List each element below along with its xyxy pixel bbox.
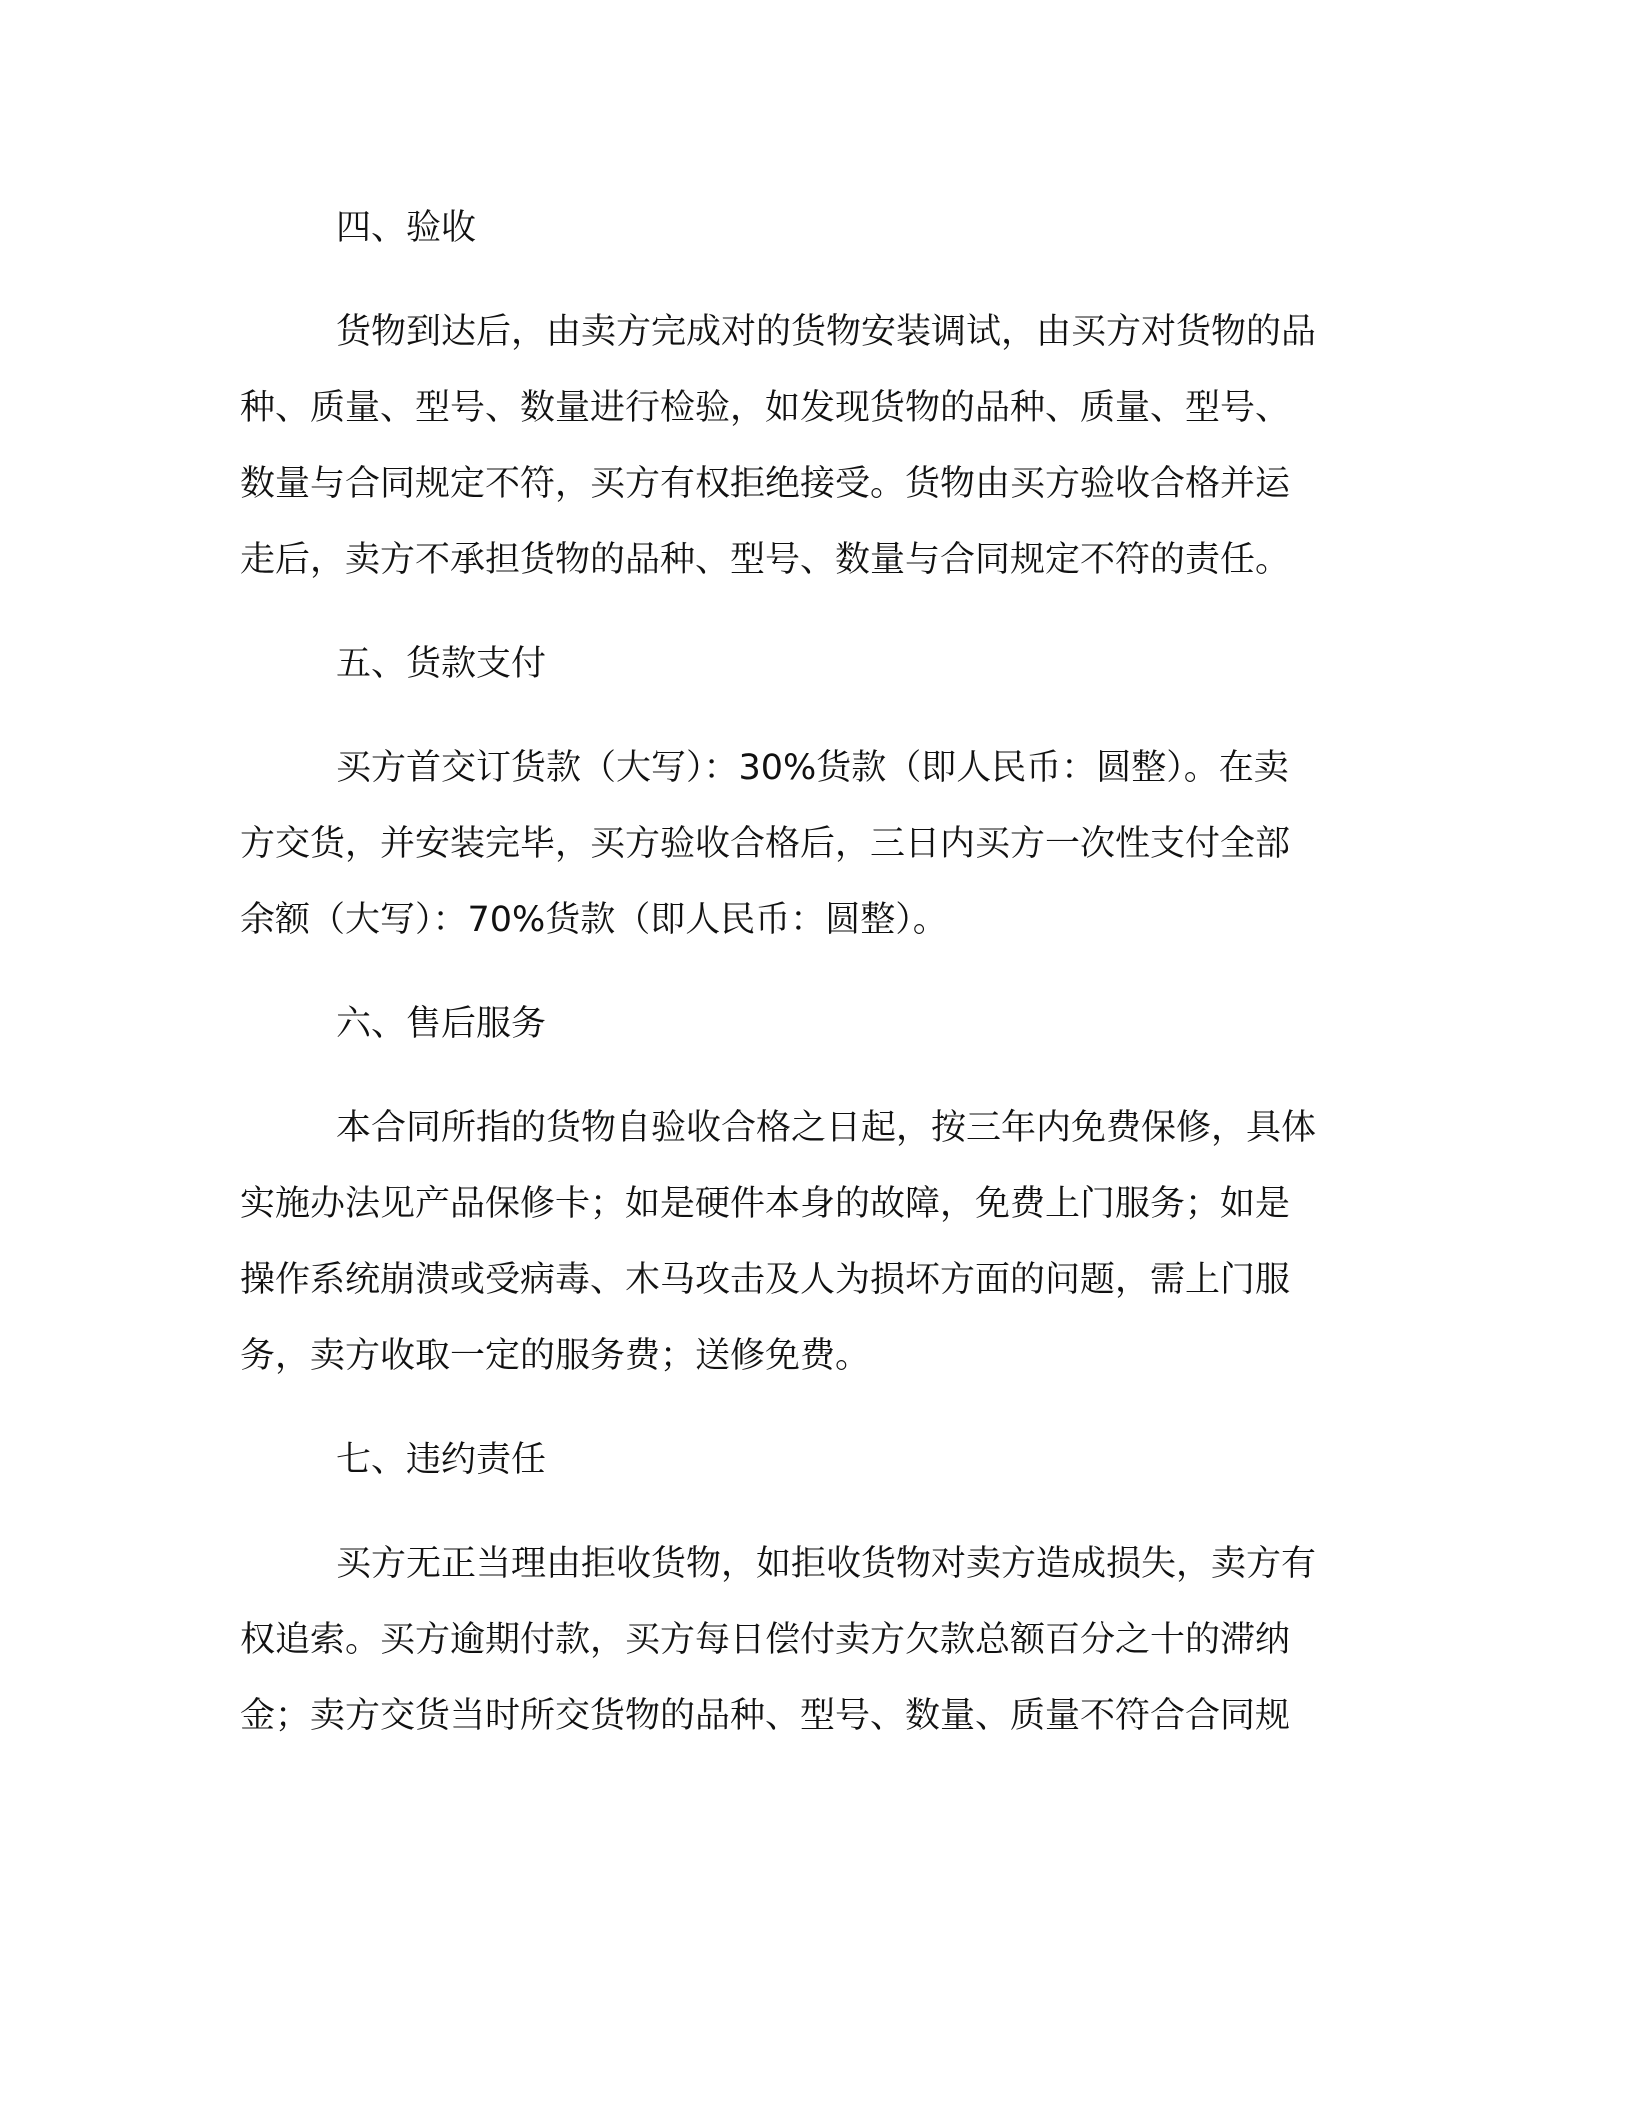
paragraph-line: 金；卖方交货当时所交货物的品种、型号、数量、质量不符合合同规	[240, 1696, 1291, 1736]
paragraph-line: 务，卖方收取一定的服务费；送修免费。	[240, 1336, 871, 1376]
paragraph-line: 货物到达后，由卖方完成对的货物安装调试，由买方对货物的品	[336, 312, 1317, 352]
document-body	[240, 190, 1390, 1754]
paragraph-line: 实施办法见产品保修卡；如是硬件本身的故障，免费上门服务；如是	[240, 1184, 1291, 1224]
paragraph-line: 数量与合同规定不符，买方有权拒绝接受。货物由买方验收合格并运	[240, 464, 1291, 504]
paragraph-line: 本合同所指的货物自验收合格之日起，按三年内免费保修，具体	[336, 1108, 1317, 1148]
section-paragraph-liability	[240, 1526, 1390, 1754]
paragraph-line: 走后，卖方不承担货物的品种、型号、数量与合同规定不符的责任。	[240, 540, 1291, 580]
paragraph-line: 余额（大写）：70%货款（即人民币：圆整）。	[240, 900, 948, 940]
section-heading-liability: 七、违约责任	[336, 1440, 547, 1480]
section-heading-after-sales: 六、售后服务	[336, 1004, 547, 1044]
section-heading-acceptance: 四、验收	[336, 208, 477, 248]
paragraph-line: 权追索。买方逾期付款，买方每日偿付卖方欠款总额百分之十的滞纳	[240, 1620, 1291, 1660]
section-heading-payment: 五、货款支付	[336, 644, 547, 684]
paragraph-line: 买方首交订货款（大写）：30%货款（即人民币：圆整）。在卖	[336, 748, 1289, 788]
section-paragraph-payment	[240, 730, 1390, 958]
paragraph-line: 方交货，并安装完毕，买方验收合格后，三日内买方一次性支付全部	[240, 824, 1291, 864]
section-paragraph-after-sales	[240, 1090, 1390, 1394]
paragraph-line: 操作系统崩溃或受病毒、木马攻击及人为损坏方面的问题，需上门服	[240, 1260, 1291, 1300]
section-paragraph-acceptance	[240, 294, 1390, 598]
paragraph-line: 种、质量、型号、数量进行检验，如发现货物的品种、质量、型号、	[240, 388, 1291, 428]
paragraph-line: 买方无正当理由拒收货物，如拒收货物对卖方造成损失，卖方有	[336, 1544, 1317, 1584]
